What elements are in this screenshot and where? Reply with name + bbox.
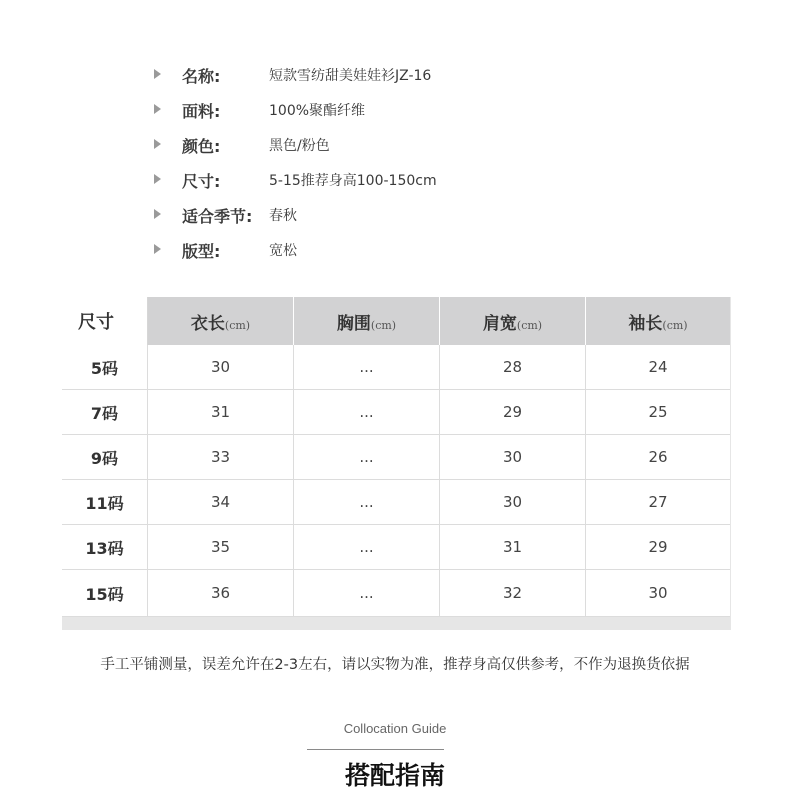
- spec-value: 宽松: [269, 243, 297, 259]
- triangle-bullet-icon: [154, 69, 161, 79]
- size-chart: [62, 297, 731, 630]
- table-cell: 34: [148, 480, 294, 525]
- spec-value: 100%聚酯纤维: [269, 103, 366, 119]
- table-cell: 29: [440, 390, 586, 435]
- size-column-header: 尺寸: [62, 297, 148, 345]
- spec-label: 面料:: [182, 102, 221, 121]
- column-header-shoulder: [440, 297, 586, 345]
- size-cell: 15码: [62, 570, 148, 617]
- spec-row-fabric: [0, 95, 790, 125]
- table-cell: 30: [440, 480, 586, 525]
- table-cell: 32: [440, 570, 586, 617]
- spec-label: 版型:: [182, 242, 221, 261]
- table-cell: ...: [294, 435, 440, 480]
- product-spec-list: [0, 0, 790, 280]
- column-name: 肩宽: [482, 313, 517, 334]
- spec-value: 5-15推荐身高100-150cm: [269, 173, 437, 189]
- table-cell: 26: [586, 435, 730, 480]
- triangle-bullet-icon: [154, 209, 161, 219]
- spec-value: 黑色/粉色: [269, 138, 330, 154]
- table-cell: ...: [294, 345, 440, 390]
- column-unit: (cm): [662, 318, 688, 332]
- column-name: 胸围: [336, 313, 371, 334]
- table-cell: 28: [440, 345, 586, 390]
- spec-label: 尺寸:: [182, 172, 221, 191]
- collocation-guide-title-en: Collocation Guide: [343, 721, 447, 736]
- collocation-guide-title-cn: 搭配指南: [344, 761, 445, 790]
- spec-row-size: [0, 165, 790, 195]
- triangle-bullet-icon: [154, 104, 161, 114]
- spec-label: 颜色:: [182, 137, 221, 156]
- table-cell: ...: [294, 525, 440, 570]
- spec-value: 春秋: [269, 208, 297, 224]
- column-name: 衣长: [190, 313, 225, 334]
- spec-row-name: [0, 60, 790, 90]
- table-cell: 24: [586, 345, 730, 390]
- table-cell: 31: [148, 390, 294, 435]
- table-cell: 30: [148, 345, 294, 390]
- table-cell: 35: [148, 525, 294, 570]
- size-table: [62, 297, 730, 617]
- table-cell: ...: [294, 390, 440, 435]
- column-unit: (cm): [370, 318, 397, 332]
- triangle-bullet-icon: [154, 244, 161, 254]
- column-name: 袖长: [628, 313, 663, 334]
- table-row: [62, 390, 730, 435]
- section-divider: [307, 749, 444, 750]
- spec-label: 适合季节:: [182, 207, 253, 226]
- table-row: [62, 435, 730, 480]
- size-cell: 11码: [62, 480, 148, 525]
- table-cell: 29: [586, 525, 730, 570]
- spec-row-season: [0, 200, 790, 230]
- size-cell: 13码: [62, 525, 148, 570]
- triangle-bullet-icon: [154, 139, 161, 149]
- table-row: [62, 345, 730, 390]
- spec-label: 名称:: [182, 67, 221, 86]
- table-cell: 30: [440, 435, 586, 480]
- table-cell: ...: [294, 480, 440, 525]
- column-header-sleeve: [586, 297, 730, 345]
- column-unit: (cm): [224, 318, 251, 332]
- table-cell: 33: [148, 435, 294, 480]
- table-cell: 25: [586, 390, 730, 435]
- column-unit: (cm): [516, 318, 543, 332]
- table-cell: 27: [586, 480, 730, 525]
- table-row: [62, 525, 730, 570]
- measurement-note: 手工平铺测量，误差允许在2-3左右，请以实物为准，推荐身高仅供参考，不作为退换货依据: [100, 657, 690, 673]
- column-header-length: [148, 297, 294, 345]
- table-cell: 31: [440, 525, 586, 570]
- table-cell: ...: [294, 570, 440, 617]
- column-header-chest: [294, 297, 440, 345]
- triangle-bullet-icon: [154, 174, 161, 184]
- table-cell: 36: [148, 570, 294, 617]
- table-row: [62, 570, 730, 617]
- table-cell: 30: [586, 570, 730, 617]
- size-cell: 9码: [62, 435, 148, 480]
- size-cell: 7码: [62, 390, 148, 435]
- spec-row-fit: [0, 235, 790, 265]
- table-row: [62, 480, 730, 525]
- spec-value: 短款雪纺甜美娃娃衫JZ-16: [269, 68, 432, 84]
- spec-row-color: [0, 130, 790, 160]
- table-header-row: [62, 297, 730, 345]
- size-cell: 5码: [62, 345, 148, 390]
